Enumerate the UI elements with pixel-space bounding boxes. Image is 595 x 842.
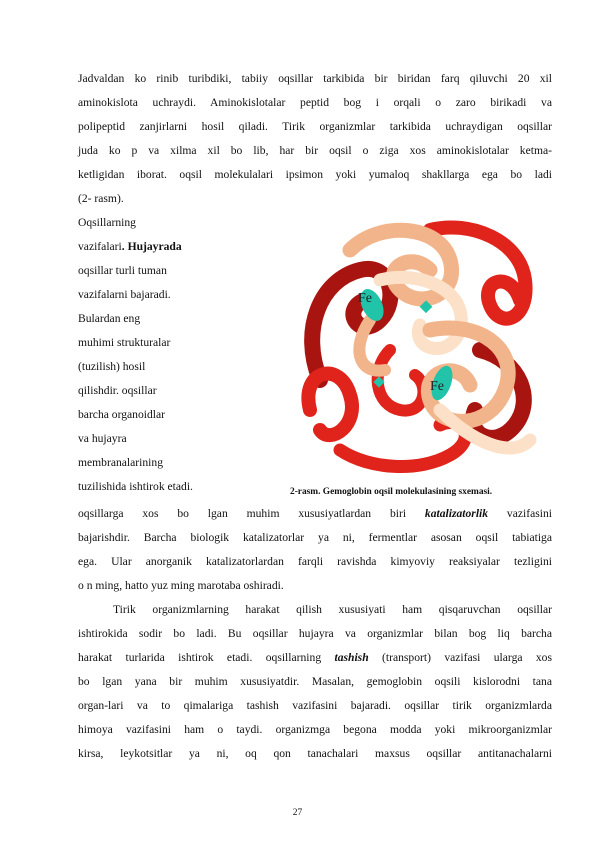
emphasis-term: tashish [334, 651, 369, 664]
side-text-line: qilishdir. oqsillar [78, 384, 157, 397]
side-text-line: Bulardan eng [78, 312, 141, 325]
text-line [78, 651, 552, 665]
red-chain [378, 350, 424, 411]
fe-label: Fe [358, 291, 372, 306]
text-line [78, 507, 552, 521]
side-text-line: oqsillar turli tuman [78, 264, 167, 277]
side-text-line: membranalarining [78, 456, 163, 469]
text-line: himoya vazifasini ham o taydi. organizmga begona modda yoki mikroorganizmlar [78, 723, 552, 736]
side-text-bold: . Hujayrada [121, 240, 182, 253]
page-number: 27 [292, 808, 303, 818]
red-chain [308, 374, 352, 435]
text-line: ketligidan iborat. oqsil molekulalari ipsimon yoki yumaloq shakllarga ega bo ladi [78, 168, 552, 181]
side-text-line: Oqsillarning [78, 216, 136, 229]
figure-caption: 2-rasm. Gemoglobin oqsil molekulasining sxemasi. [290, 487, 493, 497]
side-text-line: barcha organoidlar [78, 408, 166, 421]
text-line: polipeptid zanjirlarni hosil qiladi. Tirik organizmlar tarkibida uchraydigan oqsillar [78, 120, 552, 133]
side-text-segment: vazifalari [78, 240, 122, 253]
side-text-line: (tuzilish) hosil [78, 360, 146, 373]
red-chain [340, 423, 465, 467]
hemoglobin-figure [280, 210, 550, 480]
text-line: (2- rasm). [78, 192, 124, 205]
side-text-line: vazifalarni bajaradi. [78, 288, 171, 301]
text-line: kirsa, leykotsitlar ya ni, oq qon tanachalari maxsus oqsillar antitanachalarni [78, 747, 552, 760]
text-line: aminokislota uchraydi. Aminokislotalar peptid bog i orqali o zaro birikadi va [78, 96, 552, 109]
text-line: bo lgan yana bir muhim xususiyatdir. Masalan, gemoglobin oqsili kislorodni tana [78, 675, 552, 688]
side-text-line [78, 240, 182, 254]
text-line: ega. Ular anorganik katalizatorlardan farqli ravishda kimyoviy reaksiyalar tezligini [78, 555, 552, 568]
fe-label: Fe [430, 379, 444, 394]
text-segment: (transport) vazifasi ularga xos [368, 651, 552, 664]
side-text-line: tuzilishida ishtirok etadi. [78, 480, 193, 493]
side-text-line: va hujayra [78, 432, 127, 445]
text-line: Jadvaldan ko rinib turibdiki, tabiiy oqsillar tarkibida bir biridan farq qiluvchi 20 xil [78, 72, 552, 85]
text-segment: oqsillarga xos bo lgan muhim xususiyatlardan biri [78, 507, 425, 520]
text-segment: vazifasini [488, 507, 552, 520]
text-line: juda ko p va xilma xil bo lib, har bir oqsil o ziga xos aminokislotalar ketma- [78, 144, 552, 157]
text-line: organ-lari va to qimalariga tashish vazifasini bajaradi. oqsillar tirik organizmlarda [78, 699, 552, 712]
text-line: o n ming, hatto yuz ming marotaba oshiradi. [78, 579, 284, 592]
text-line: Tirik organizmlarning harakat qilish xususiyati ham qisqaruvchan oqsillar [113, 603, 552, 616]
text-line: bajarishdir. Barcha biologik katalizatorlar ya ni, fermentlar asosan oqsil tabiatiga [78, 531, 552, 544]
side-text-line: muhimi strukturalar [78, 336, 171, 349]
text-segment: harakat turlarida ishtirok etadi. oqsillarning [78, 651, 335, 664]
text-line: ishtirokida sodir bo ladi. Bu oqsillar hujayra va organizmlar bilan bog liq barcha [78, 627, 552, 640]
emphasis-term: katalizatorlik [424, 507, 489, 520]
